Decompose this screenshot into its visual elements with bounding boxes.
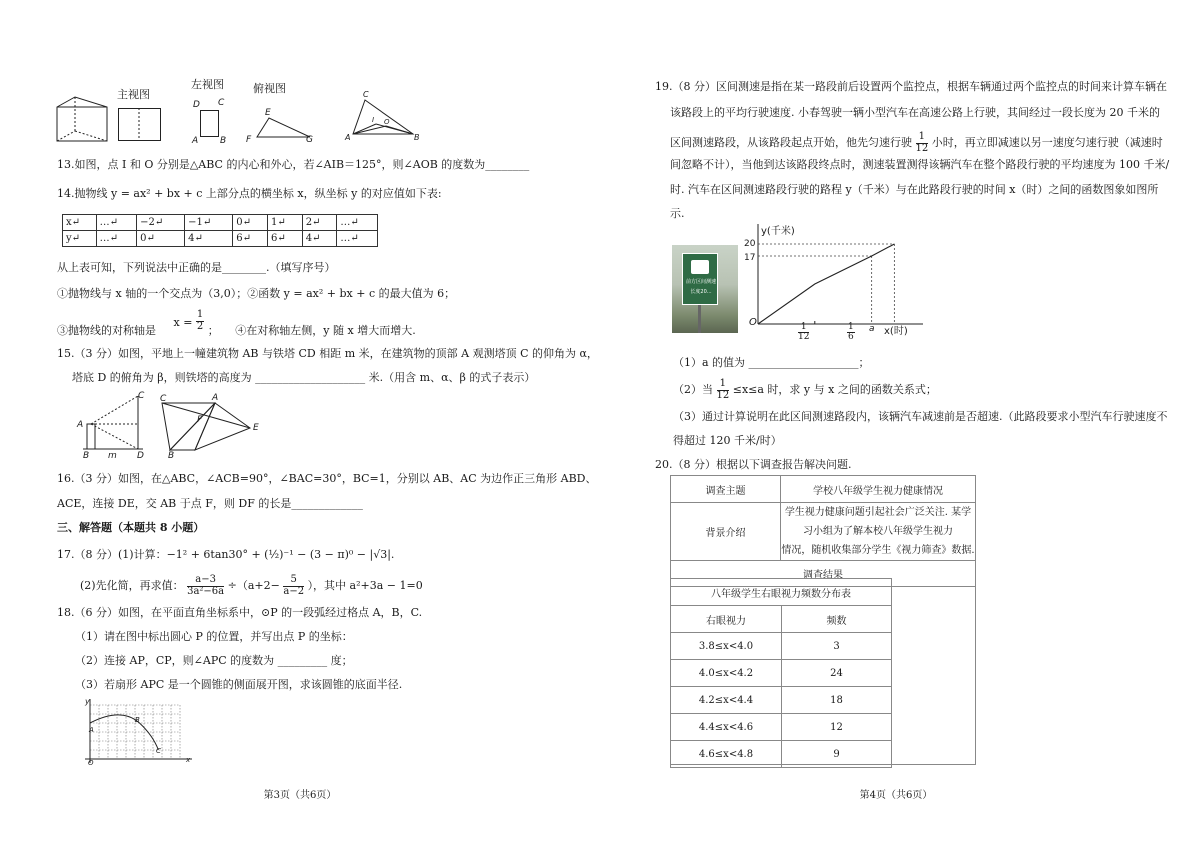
page-footer-left: 第3页（共6页） [263, 790, 337, 801]
table-cell: 2↵ [302, 215, 337, 231]
fraction [187, 575, 224, 597]
point-label: A [345, 133, 351, 142]
point-label: A [192, 136, 199, 146]
fraction [196, 310, 204, 332]
table-cell: 4.0≤x<4.2 [671, 660, 782, 687]
left-view-figure [200, 110, 220, 138]
table-cell: …↵ [337, 215, 378, 231]
point-label: C [160, 394, 167, 404]
table-cell: 9 [782, 741, 892, 768]
denominator: 12 [915, 142, 929, 154]
table-cell: 4.4≤x<4.6 [671, 714, 782, 741]
numerator: 1 [717, 379, 730, 391]
denominator: 12 [798, 332, 810, 343]
table-row [63, 231, 378, 247]
numerator: 5 [283, 575, 304, 587]
camera-icon [691, 260, 709, 274]
table-cell: 6↵ [267, 231, 302, 247]
speed-sign-photo [672, 245, 738, 333]
denominator: 3a²−6a [187, 585, 225, 597]
table-row [671, 579, 892, 606]
point-label: F [197, 415, 203, 425]
point-label: C [156, 747, 161, 755]
table-row [671, 503, 976, 561]
q14-option-3-4 [57, 309, 416, 342]
point-label: F [246, 135, 252, 145]
x-axis-label: x(时) [884, 326, 908, 337]
numerator: 1 [798, 323, 809, 333]
numerator: a−3 [187, 575, 224, 587]
point-label: E [265, 108, 271, 118]
question-15-line-1: 15.（3 分）如图，平地上一幢建筑物 AB 与铁塔 CD 相距 m 米，在建筑物的顶部 A 观测塔顶 C 的仰角为 α， [57, 347, 598, 360]
denominator: a−2 [283, 585, 305, 597]
sign-pole [698, 305, 701, 333]
point-label: O [88, 759, 94, 767]
table-cell: 24 [782, 660, 892, 687]
q19-line3-b: 小时，再立即减速以另一速度匀速行驶（减速时 [931, 136, 1163, 149]
table-header: 右眼视力 [671, 606, 782, 633]
table-cell: 4↵ [302, 231, 337, 247]
page-footer-right: 第4页（共6页） [859, 790, 933, 801]
point-label: D [137, 451, 144, 461]
front-view-label: 主视图 [117, 88, 150, 101]
question-14: 14.抛物线 y = ax² + bx + c 上部分点的横坐标 x，纵坐标 y 的对应值如下表: [57, 187, 442, 200]
numerator: 1 [916, 132, 929, 144]
q14-table [62, 214, 378, 247]
q14-option-4: ； ④在对称轴左侧，y 随 x 增大而增大. [207, 324, 416, 337]
point-label: B [220, 136, 227, 146]
question-19-part-2 [673, 379, 937, 401]
q14-option-1-2: ①抛物线与 x 轴的一个交点为（3,0）；②函数 y = ax² + bx + c 的最大值为 6； [57, 287, 456, 300]
q17-tail: ），其中 a²+3a − 1=0 [307, 579, 423, 592]
point-label: B [168, 451, 175, 461]
question-17-part-2 [80, 575, 423, 597]
table-cell: 18 [782, 687, 892, 714]
q14-axis-eq: x = [173, 316, 193, 330]
table-row [671, 714, 892, 741]
axis-label: y [85, 697, 90, 706]
question-19-line-5: 时. 汽车在区间测速路段行驶的路程 y（千米）与在此路段行驶的时间 x（时）之间的函数图象如图所 [670, 183, 1159, 196]
table-row [671, 660, 892, 687]
x-tick-label [798, 323, 809, 343]
point-label: A [212, 393, 219, 403]
point-label: A [89, 726, 94, 734]
x-tick-label [847, 323, 855, 343]
sign-board [682, 253, 718, 305]
axis-label: x [186, 756, 191, 764]
fraction [283, 575, 304, 597]
table-cell: −2↵ [137, 215, 185, 231]
numerator: 1 [848, 322, 854, 332]
table-cell: 0↵ [233, 215, 268, 231]
table-cell: 调查结果 [671, 561, 976, 587]
table-cell: 4.6≤x<4.8 [671, 741, 782, 768]
q17-lead: (2)先化简，再求值： [80, 579, 184, 592]
question-18-part-2: （2）连接 AP，CP，则∠APC 的度数为 _________ 度； [75, 654, 353, 667]
question-16-line-1: 16.（3 分）如图，在△ABC，∠ACB=90°，∠BAC=30°，BC=1，分别以 AB、AC 为边作正三角形 ABD、 [57, 472, 597, 485]
question-19-line-2: 该路段上的平均行驶速度. 小春驾驶一辆小型汽车在高速公路上行驶，其间经过一段长度为 20 千米的 [670, 106, 1160, 119]
question-19-line-6: 示. [670, 207, 685, 220]
question-13: 13.如图，点 I 和 O 分别是△ABC 的内心和外心，若∠AIB＝125°，则∠AOB 的度数为________ [57, 158, 530, 171]
table-row [671, 741, 892, 768]
tower-figure [78, 391, 148, 454]
table-cell [781, 503, 976, 561]
point-label: G [306, 135, 313, 145]
question-19-line-1: 19.（8 分）区间测速是指在某一路段前后设置两个监控点，根据车辆通过两个监控点的时间来计算车辆在 [655, 80, 1167, 93]
survey-report-table [670, 475, 976, 587]
top-view-label: 俯视图 [253, 82, 286, 95]
origin-label: O [749, 317, 757, 328]
point-label: C [363, 90, 369, 99]
bg-line-2: 情况，随机收集部分学生《视力筛查》数据. [781, 545, 975, 556]
q14-ask: 从上表可知，下列说法中正确的是________.（填写序号） [57, 261, 336, 274]
denominator: 2 [196, 320, 204, 332]
y-tick-label: 20 [744, 239, 756, 249]
fraction [916, 132, 929, 154]
table-cell: …↵ [96, 215, 137, 231]
point-label: O [384, 118, 390, 126]
q14-option-3: ③抛物线的对称轴是 [57, 324, 156, 337]
table-cell: 4↵ [185, 231, 233, 247]
fraction [717, 379, 730, 401]
distance-time-graph [738, 226, 938, 346]
question-19-part-3-line-2: 得超过 120 千米/时） [673, 434, 782, 447]
point-label: m [108, 451, 117, 461]
table-cell: 3.8≤x<4.0 [671, 633, 782, 660]
denominator: 12 [716, 389, 730, 401]
question-18: 18.（6 分）如图，在平面直角坐标系中，⊙P 的一段弧经过格点 A，B，C. [57, 606, 423, 619]
table-row [671, 606, 892, 633]
table-header: 频数 [782, 606, 892, 633]
triangle-io-figure [348, 98, 418, 138]
question-18-part-3: （3）若扇形 APC 是一个圆锥的侧面展开图，求该圆锥的底面半径. [75, 678, 403, 691]
front-view-figure [118, 108, 163, 142]
question-19-part-3-line-1: （3）通过计算说明在此区间测速路段内，该辆汽车减速前是否超速.（此路段要求小型汽车行驶速度不 [673, 410, 1168, 423]
triangles-figure [160, 398, 260, 453]
table-cell: 6↵ [233, 231, 268, 247]
sign-text: 前方区间测速 [685, 279, 716, 285]
table-cell: 调查主题 [671, 476, 781, 503]
question-16-line-2: ACE，连接 DE，交 AB 于点 F，则 DF 的长是_____________ [57, 497, 363, 510]
table-cell: …↵ [96, 231, 137, 247]
point-label: C [138, 391, 145, 401]
point-label: B [414, 133, 420, 142]
table-cell: 4.2≤x<4.4 [671, 687, 782, 714]
table-row [671, 687, 892, 714]
q19-part2-tail: ≤x≤a 时，求 y 与 x 之间的函数关系式； [732, 383, 937, 396]
point-label: B [83, 451, 90, 461]
section-heading: 三、解答题（本题共 8 小题） [57, 521, 205, 534]
question-15-line-2: 塔底 D 的俯角为 β，则铁塔的高度为 ____________________ 米.（用含 m、α、β 的式子表示） [72, 371, 536, 384]
point-label: A [77, 420, 84, 430]
x-tick-label: a [869, 324, 875, 334]
question-19-part-1: （1）a 的值为 ____________________； [673, 356, 870, 369]
table-cell: −1↵ [185, 215, 233, 231]
point-label: D [193, 100, 200, 110]
q17-mid: ÷（a+2− [227, 579, 280, 592]
point-label: E [253, 423, 259, 433]
y-tick-label: 17 [744, 253, 756, 263]
question-18-part-1: （1）请在图中标出圆心 P 的位置，并写出点 P 的坐标： [75, 630, 353, 643]
prism-figure [55, 95, 110, 145]
table-cell: 12 [782, 714, 892, 741]
point-label: C [218, 98, 225, 108]
question-19-line-3 [670, 132, 1163, 154]
table-row [671, 476, 976, 503]
bg-line-1: 学生视力健康问题引起社会广泛关注. 某学习小组为了解本校八年级学生视力 [784, 507, 972, 537]
frequency-table [670, 578, 892, 768]
question-19-line-4: 间忽略不计），当他到达该路段终点时，测速装置测得该辆汽车在整个路段行驶的平均速度为 100 千米/ [670, 158, 1170, 171]
question-20: 20.（8 分）根据以下调查报告解决问题. [655, 458, 852, 471]
numerator: 1 [196, 309, 204, 320]
denominator: 6 [848, 332, 854, 343]
y-axis-label: y(千米) [761, 226, 795, 237]
q19-line3-a: 区间测速路段，从该路段起点开始，他先匀速行驶 [670, 136, 912, 149]
table-cell: y↵ [63, 231, 97, 247]
table-cell: 学校八年级学生视力健康情况 [781, 476, 976, 503]
question-17-part-1: 17.（8 分）(1)计算：−1² + 6tan30° + (½)⁻¹ − (3 − π)⁰ − |√3|. [57, 548, 395, 561]
table-cell: x↵ [63, 215, 97, 231]
table-cell: 1↵ [267, 215, 302, 231]
q19-part2-lead: （2）当 [673, 383, 713, 396]
left-view-label: 左视图 [191, 78, 224, 91]
point-label: B [135, 716, 140, 724]
table-cell: 八年级学生右眼视力频数分布表 [671, 579, 892, 606]
point-label: I [372, 116, 375, 124]
table-cell: 3 [782, 633, 892, 660]
table-cell: 0↵ [137, 231, 185, 247]
table-cell: 背景介绍 [671, 503, 781, 561]
table-row [671, 633, 892, 660]
table-row [63, 215, 378, 231]
table-cell: …↵ [337, 231, 378, 247]
arc [90, 715, 158, 750]
sign-text: 长度20... [690, 289, 712, 295]
